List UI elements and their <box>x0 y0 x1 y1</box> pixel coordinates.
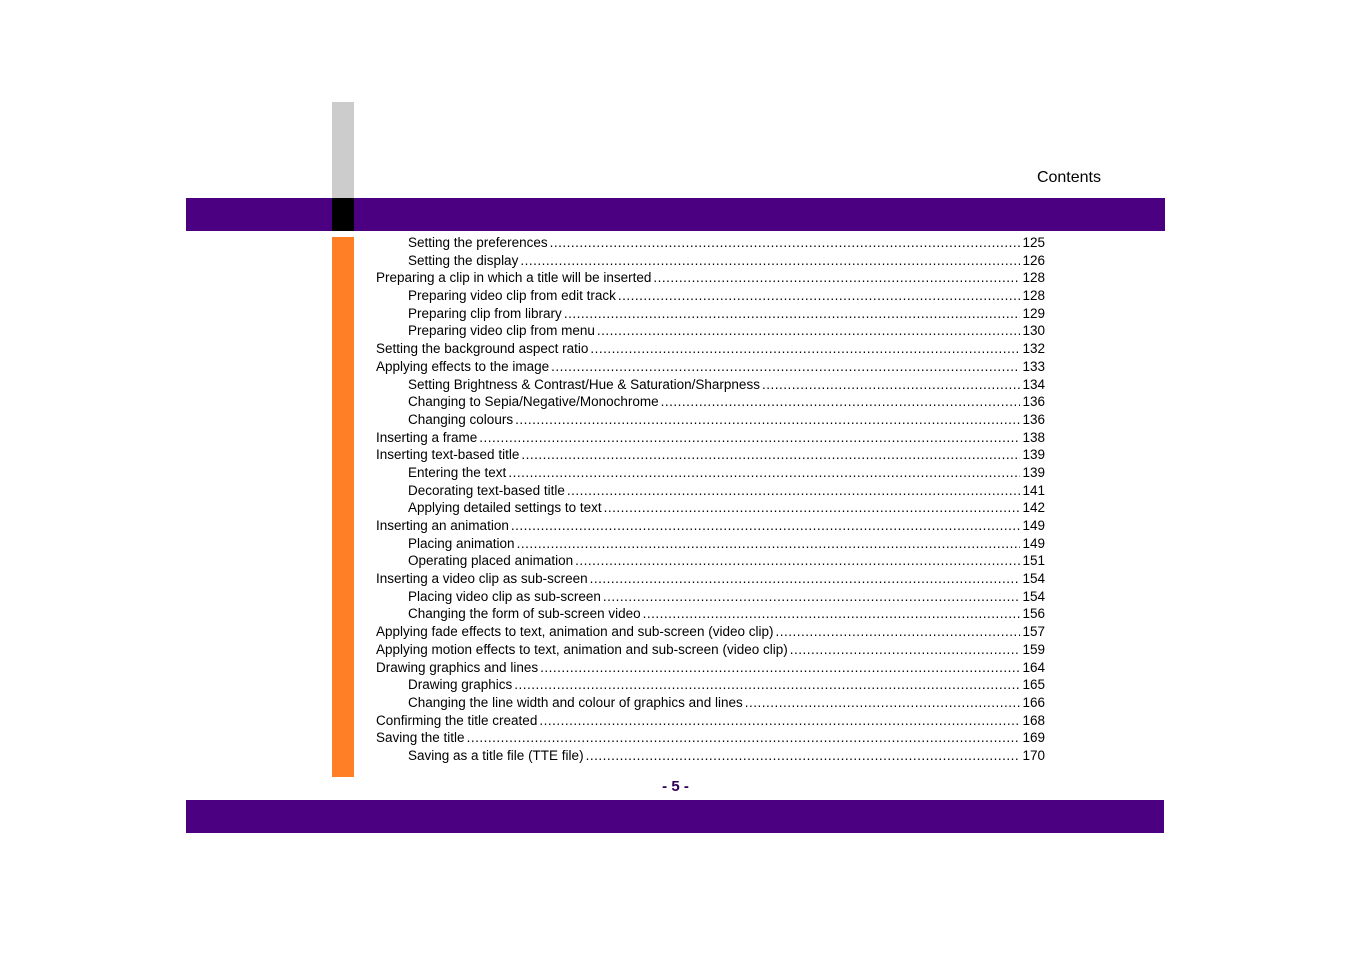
toc-entry-title: Saving the title <box>376 730 465 746</box>
toc-entry-page: 134 <box>1022 376 1045 392</box>
toc-entry[interactable] <box>376 570 1045 588</box>
toc-leader-dots <box>508 464 1020 482</box>
toc-entry-title: Changing to Sepia/Negative/Monochrome <box>408 394 659 410</box>
header-band-right <box>354 198 1165 231</box>
toc-leader-dots <box>790 641 1021 659</box>
decorative-tab-black <box>332 198 354 231</box>
toc-entry-title: Inserting text-based title <box>376 447 520 463</box>
toc-leader-dots <box>517 535 1021 553</box>
toc-entry-page: 125 <box>1022 235 1045 250</box>
toc-entry-title: Entering the text <box>408 464 507 480</box>
toc-leader-dots <box>775 623 1020 641</box>
toc-leader-dots <box>603 588 1021 606</box>
toc-entry-title: Applying motion effects to text, animation and sub-screen (video clip) <box>376 641 788 657</box>
toc-leader-dots <box>539 712 1020 730</box>
toc-entry-page: 129 <box>1022 305 1045 321</box>
toc-entry-page: 139 <box>1022 464 1045 480</box>
toc-entry[interactable] <box>376 623 1045 641</box>
toc-entry-page: 159 <box>1022 641 1045 657</box>
toc-leader-dots <box>514 676 1020 694</box>
toc-entry[interactable] <box>376 641 1045 659</box>
toc-entry-page: 165 <box>1022 677 1045 693</box>
toc-entry[interactable] <box>376 694 1045 712</box>
toc-entry-page: 168 <box>1022 712 1045 728</box>
toc-entry-page: 169 <box>1022 730 1045 746</box>
toc-entry-title: Changing colours <box>408 411 514 427</box>
toc-leader-dots <box>551 358 1020 376</box>
toc-entry-page: 138 <box>1022 429 1045 445</box>
toc-entry-title: Setting the preferences <box>408 235 548 250</box>
toc-entry[interactable] <box>376 393 1045 411</box>
toc-entry-title: Applying fade effects to text, animation and sub-screen (video clip) <box>376 624 774 640</box>
toc-entry-page: 136 <box>1022 394 1045 410</box>
decorative-tab-gray <box>332 102 354 198</box>
toc-entry-page: 126 <box>1022 252 1045 268</box>
toc-leader-dots <box>564 305 1021 323</box>
toc-entry[interactable] <box>376 234 1045 252</box>
toc-entry-title: Preparing clip from library <box>408 305 562 321</box>
toc-entry-title: Saving as a title file (TTE file) <box>408 747 584 763</box>
toc-leader-dots <box>643 605 1021 623</box>
toc-entry-page: 139 <box>1022 447 1045 463</box>
toc-entry[interactable] <box>376 252 1045 270</box>
toc-entry[interactable] <box>376 376 1045 394</box>
toc-entry-page: 128 <box>1022 270 1045 286</box>
toc-entry-title: Setting Brightness & Contrast/Hue & Saturation/Sharpness <box>408 376 760 392</box>
table-of-contents <box>376 234 1045 765</box>
toc-entry-page: 166 <box>1022 694 1045 710</box>
toc-entry-title: Placing animation <box>408 535 515 551</box>
toc-entry-title: Preparing video clip from edit track <box>408 288 616 304</box>
toc-entry-title: Confirming the title created <box>376 712 538 728</box>
toc-entry-title: Applying detailed settings to text <box>408 500 602 516</box>
toc-leader-dots <box>521 446 1020 464</box>
footer-band <box>186 800 1164 833</box>
toc-entry-title: Changing the line width and colour of graphics and lines <box>408 694 743 710</box>
toc-entry-title: Setting the display <box>408 252 519 268</box>
toc-entry[interactable] <box>376 322 1045 340</box>
toc-leader-dots <box>550 234 1021 252</box>
toc-entry[interactable] <box>376 729 1045 747</box>
toc-entry-page: 151 <box>1022 553 1045 569</box>
toc-entry[interactable] <box>376 517 1045 535</box>
toc-leader-dots <box>590 570 1021 588</box>
toc-entry[interactable] <box>376 747 1045 765</box>
toc-entry[interactable] <box>376 482 1045 500</box>
toc-entry[interactable] <box>376 287 1045 305</box>
toc-leader-dots <box>590 340 1020 358</box>
toc-entry-page: 133 <box>1022 358 1045 374</box>
decorative-sidebar-orange <box>332 237 354 777</box>
toc-entry-page: 128 <box>1022 288 1045 304</box>
toc-entry-page: 132 <box>1022 341 1045 357</box>
toc-entry[interactable] <box>376 552 1045 570</box>
toc-entry-title: Inserting a video clip as sub-screen <box>376 571 588 587</box>
toc-entry-title: Inserting a frame <box>376 429 478 445</box>
toc-entry-title: Decorating text-based title <box>408 482 565 498</box>
toc-leader-dots <box>511 517 1021 535</box>
header-band <box>186 198 332 231</box>
toc-leader-dots <box>479 429 1020 447</box>
toc-leader-dots <box>597 322 1021 340</box>
toc-entry-title: Applying effects to the image <box>376 358 550 374</box>
toc-leader-dots <box>745 694 1021 712</box>
toc-leader-dots <box>762 376 1021 394</box>
toc-entry[interactable] <box>376 712 1045 730</box>
toc-leader-dots <box>661 393 1021 411</box>
toc-entry-title: Operating placed animation <box>408 553 574 569</box>
toc-entry-page: 149 <box>1022 535 1045 551</box>
toc-entry-page: 157 <box>1022 624 1045 640</box>
toc-leader-dots <box>586 747 1021 765</box>
toc-entry[interactable] <box>376 605 1045 623</box>
toc-entry-title: Preparing a clip in which a title will be inserted <box>376 270 652 286</box>
toc-entry[interactable] <box>376 676 1045 694</box>
toc-entry[interactable] <box>376 429 1045 447</box>
toc-entry[interactable] <box>376 340 1045 358</box>
toc-leader-dots <box>567 482 1021 500</box>
toc-entry[interactable] <box>376 659 1045 677</box>
toc-entry-title: Drawing graphics <box>408 677 513 693</box>
toc-leader-dots <box>515 411 1020 429</box>
toc-entry[interactable] <box>376 358 1045 376</box>
toc-leader-dots <box>575 552 1020 570</box>
toc-entry[interactable] <box>376 464 1045 482</box>
toc-entry-page: 149 <box>1022 518 1045 533</box>
toc-entry-title: Preparing video clip from menu <box>408 323 595 339</box>
toc-entry[interactable] <box>376 535 1045 553</box>
toc-leader-dots <box>618 287 1021 305</box>
toc-leader-dots <box>520 252 1020 270</box>
toc-entry-title: Setting the background aspect ratio <box>376 341 589 357</box>
toc-entry-page: 141 <box>1022 482 1045 498</box>
toc-entry[interactable] <box>376 305 1045 323</box>
section-title: Contents <box>1036 169 1101 186</box>
toc-entry-page: 130 <box>1022 323 1045 339</box>
toc-entry-page: 154 <box>1022 571 1045 587</box>
toc-leader-dots <box>653 269 1020 287</box>
toc-entry-title: Placing video clip as sub-screen <box>408 588 601 604</box>
toc-entry-page: 154 <box>1022 588 1045 604</box>
toc-leader-dots <box>467 729 1021 747</box>
toc-entry[interactable] <box>376 269 1045 287</box>
toc-entry-page: 156 <box>1022 606 1045 622</box>
toc-entry[interactable] <box>376 411 1045 429</box>
toc-entry[interactable] <box>376 446 1045 464</box>
toc-entry-title: Changing the form of sub-screen video <box>408 606 641 622</box>
page-number: - 5 - <box>662 778 689 795</box>
toc-leader-dots <box>540 659 1020 677</box>
toc-entry-page: 170 <box>1022 747 1045 763</box>
toc-entry-page: 164 <box>1022 659 1045 675</box>
toc-entry[interactable] <box>376 588 1045 606</box>
toc-entry-page: 142 <box>1022 500 1045 516</box>
toc-entry-page: 136 <box>1022 411 1045 427</box>
toc-entry-title: Inserting an animation <box>376 518 509 533</box>
toc-leader-dots <box>604 499 1021 517</box>
toc-entry-title: Drawing graphics and lines <box>376 659 539 675</box>
toc-entry[interactable] <box>376 499 1045 517</box>
